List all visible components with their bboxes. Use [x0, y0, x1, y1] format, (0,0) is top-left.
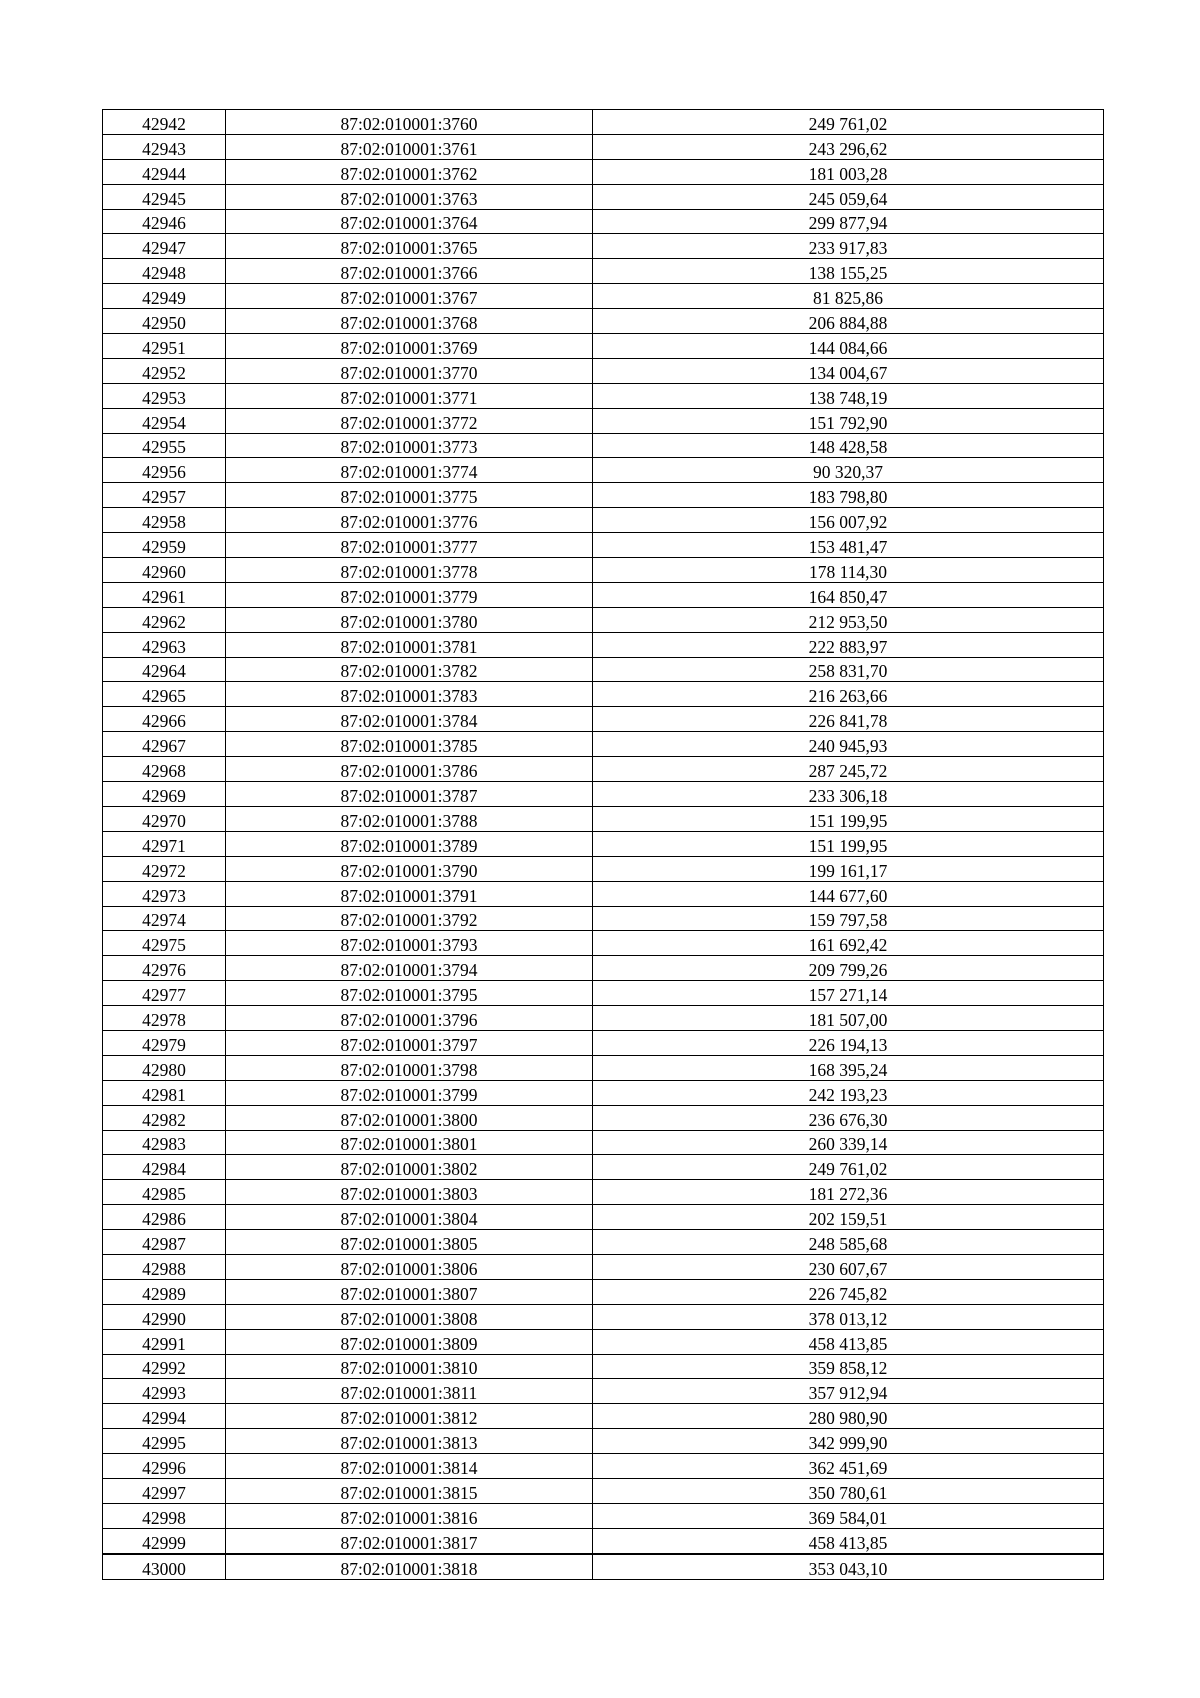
table-row [103, 1329, 1104, 1354]
row-number-cell: 42944 [103, 159, 226, 184]
row-number-cell: 42985 [103, 1180, 226, 1205]
table-row [103, 1528, 1104, 1553]
cadastral-number-cell: 87:02:010001:3772 [226, 408, 593, 433]
table-row [103, 284, 1104, 309]
value-cell: 138 748,19 [593, 383, 1104, 408]
value-cell: 164 850,47 [593, 582, 1104, 607]
table-row [103, 483, 1104, 508]
table-row [103, 1180, 1104, 1205]
cadastral-number-cell: 87:02:010001:3778 [226, 558, 593, 583]
row-number-cell: 42953 [103, 383, 226, 408]
value-cell: 226 841,78 [593, 707, 1104, 732]
row-number-cell: 42992 [103, 1354, 226, 1379]
table-row [103, 259, 1104, 284]
value-cell: 230 607,67 [593, 1254, 1104, 1279]
table-row [103, 1130, 1104, 1155]
value-cell: 299 877,94 [593, 209, 1104, 234]
cadastral-number-cell: 87:02:010001:3780 [226, 607, 593, 632]
row-number-cell: 42993 [103, 1379, 226, 1404]
row-number-cell: 42983 [103, 1130, 226, 1155]
table-row [103, 981, 1104, 1006]
row-number-cell: 42956 [103, 458, 226, 483]
cadastral-number-cell: 87:02:010001:3764 [226, 209, 593, 234]
value-cell: 458 413,85 [593, 1528, 1104, 1553]
row-number-cell: 42995 [103, 1429, 226, 1454]
table-row [103, 757, 1104, 782]
value-cell: 181 272,36 [593, 1180, 1104, 1205]
table-row [103, 184, 1104, 209]
value-cell: 359 858,12 [593, 1354, 1104, 1379]
cadastral-number-cell: 87:02:010001:3793 [226, 931, 593, 956]
table-row [103, 209, 1104, 234]
value-cell: 151 199,95 [593, 831, 1104, 856]
cadastral-number-cell: 87:02:010001:3761 [226, 134, 593, 159]
row-number-cell: 42974 [103, 906, 226, 931]
cadastral-number-cell: 87:02:010001:3769 [226, 334, 593, 359]
value-cell: 226 745,82 [593, 1279, 1104, 1304]
cadastral-number-cell: 87:02:010001:3813 [226, 1429, 593, 1454]
table-row [103, 1030, 1104, 1055]
value-cell: 183 798,80 [593, 483, 1104, 508]
row-number-cell: 42957 [103, 483, 226, 508]
value-cell: 216 263,66 [593, 682, 1104, 707]
table-row [103, 309, 1104, 334]
row-number-cell: 42966 [103, 707, 226, 732]
cadastral-number-cell: 87:02:010001:3807 [226, 1279, 593, 1304]
row-number-cell: 42987 [103, 1230, 226, 1255]
row-number-cell: 42963 [103, 632, 226, 657]
row-number-cell: 42973 [103, 881, 226, 906]
row-number-cell: 42979 [103, 1030, 226, 1055]
row-number-cell: 43000 [103, 1554, 226, 1579]
value-cell: 249 761,02 [593, 1155, 1104, 1180]
cadastral-number-cell: 87:02:010001:3775 [226, 483, 593, 508]
cadastral-number-cell: 87:02:010001:3794 [226, 956, 593, 981]
value-cell: 161 692,42 [593, 931, 1104, 956]
value-cell: 243 296,62 [593, 134, 1104, 159]
row-number-cell: 42961 [103, 582, 226, 607]
value-cell: 81 825,86 [593, 284, 1104, 309]
value-cell: 287 245,72 [593, 757, 1104, 782]
table-row [103, 1478, 1104, 1503]
value-cell: 181 507,00 [593, 1006, 1104, 1031]
table-row [103, 1454, 1104, 1479]
value-cell: 353 043,10 [593, 1554, 1104, 1579]
table-row [103, 1055, 1104, 1080]
table-row [103, 1379, 1104, 1404]
value-cell: 144 677,60 [593, 881, 1104, 906]
table-row [103, 1006, 1104, 1031]
cadastral-value-table [102, 109, 1104, 1580]
value-cell: 260 339,14 [593, 1130, 1104, 1155]
row-number-cell: 42971 [103, 831, 226, 856]
cadastral-number-cell: 87:02:010001:3816 [226, 1503, 593, 1528]
row-number-cell: 42949 [103, 284, 226, 309]
value-cell: 226 194,13 [593, 1030, 1104, 1055]
row-number-cell: 42950 [103, 309, 226, 334]
row-number-cell: 42988 [103, 1254, 226, 1279]
row-number-cell: 42942 [103, 110, 226, 135]
row-number-cell: 42960 [103, 558, 226, 583]
cadastral-number-cell: 87:02:010001:3799 [226, 1080, 593, 1105]
value-cell: 157 271,14 [593, 981, 1104, 1006]
value-cell: 159 797,58 [593, 906, 1104, 931]
table-row [103, 1105, 1104, 1130]
value-cell: 233 917,83 [593, 234, 1104, 259]
table-row [103, 1554, 1104, 1579]
row-number-cell: 42980 [103, 1055, 226, 1080]
table-row [103, 707, 1104, 732]
cadastral-number-cell: 87:02:010001:3810 [226, 1354, 593, 1379]
cadastral-number-cell: 87:02:010001:3796 [226, 1006, 593, 1031]
cadastral-number-cell: 87:02:010001:3785 [226, 732, 593, 757]
table-row [103, 806, 1104, 831]
cadastral-number-cell: 87:02:010001:3789 [226, 831, 593, 856]
value-cell: 134 004,67 [593, 358, 1104, 383]
row-number-cell: 42976 [103, 956, 226, 981]
table-row [103, 558, 1104, 583]
table-row [103, 1155, 1104, 1180]
value-cell: 240 945,93 [593, 732, 1104, 757]
table-row [103, 607, 1104, 632]
cadastral-number-cell: 87:02:010001:3774 [226, 458, 593, 483]
cadastral-number-cell: 87:02:010001:3784 [226, 707, 593, 732]
cadastral-number-cell: 87:02:010001:3782 [226, 657, 593, 682]
row-number-cell: 42978 [103, 1006, 226, 1031]
row-number-cell: 42999 [103, 1528, 226, 1553]
cadastral-number-cell: 87:02:010001:3795 [226, 981, 593, 1006]
table-row [103, 1503, 1104, 1528]
value-cell: 209 799,26 [593, 956, 1104, 981]
value-cell: 369 584,01 [593, 1503, 1104, 1528]
cadastral-number-cell: 87:02:010001:3811 [226, 1379, 593, 1404]
cadastral-number-cell: 87:02:010001:3814 [226, 1454, 593, 1479]
row-number-cell: 42947 [103, 234, 226, 259]
table-row [103, 1080, 1104, 1105]
row-number-cell: 42945 [103, 184, 226, 209]
cadastral-number-cell: 87:02:010001:3809 [226, 1329, 593, 1354]
cadastral-number-cell: 87:02:010001:3783 [226, 682, 593, 707]
cadastral-number-cell: 87:02:010001:3800 [226, 1105, 593, 1130]
table-row [103, 931, 1104, 956]
table-row [103, 1354, 1104, 1379]
cadastral-number-cell: 87:02:010001:3792 [226, 906, 593, 931]
cadastral-number-cell: 87:02:010001:3788 [226, 806, 593, 831]
row-number-cell: 42943 [103, 134, 226, 159]
cadastral-number-cell: 87:02:010001:3787 [226, 782, 593, 807]
row-number-cell: 42975 [103, 931, 226, 956]
cadastral-number-cell: 87:02:010001:3797 [226, 1030, 593, 1055]
table-row [103, 383, 1104, 408]
cadastral-number-cell: 87:02:010001:3802 [226, 1155, 593, 1180]
table-row [103, 732, 1104, 757]
table-row [103, 159, 1104, 184]
value-cell: 199 161,17 [593, 856, 1104, 881]
cadastral-number-cell: 87:02:010001:3791 [226, 881, 593, 906]
value-cell: 144 084,66 [593, 334, 1104, 359]
table-row [103, 234, 1104, 259]
value-cell: 342 999,90 [593, 1429, 1104, 1454]
table-row [103, 508, 1104, 533]
value-cell: 378 013,12 [593, 1304, 1104, 1329]
value-cell: 236 676,30 [593, 1105, 1104, 1130]
row-number-cell: 42967 [103, 732, 226, 757]
row-number-cell: 42994 [103, 1404, 226, 1429]
value-cell: 90 320,37 [593, 458, 1104, 483]
table-row [103, 881, 1104, 906]
row-number-cell: 42962 [103, 607, 226, 632]
row-number-cell: 42998 [103, 1503, 226, 1528]
value-cell: 168 395,24 [593, 1055, 1104, 1080]
table-row [103, 458, 1104, 483]
table-row [103, 1429, 1104, 1454]
cadastral-number-cell: 87:02:010001:3768 [226, 309, 593, 334]
table-row [103, 657, 1104, 682]
table-row [103, 582, 1104, 607]
table-row [103, 334, 1104, 359]
table-row [103, 1230, 1104, 1255]
value-cell: 156 007,92 [593, 508, 1104, 533]
table-row [103, 1279, 1104, 1304]
table-row [103, 533, 1104, 558]
value-cell: 138 155,25 [593, 259, 1104, 284]
row-number-cell: 42954 [103, 408, 226, 433]
value-cell: 258 831,70 [593, 657, 1104, 682]
table-row [103, 433, 1104, 458]
row-number-cell: 42972 [103, 856, 226, 881]
row-number-cell: 42946 [103, 209, 226, 234]
value-cell: 242 193,23 [593, 1080, 1104, 1105]
value-cell: 362 451,69 [593, 1454, 1104, 1479]
row-number-cell: 42964 [103, 657, 226, 682]
value-cell: 153 481,47 [593, 533, 1104, 558]
cadastral-number-cell: 87:02:010001:3777 [226, 533, 593, 558]
cadastral-number-cell: 87:02:010001:3773 [226, 433, 593, 458]
value-cell: 148 428,58 [593, 433, 1104, 458]
cadastral-number-cell: 87:02:010001:3803 [226, 1180, 593, 1205]
row-number-cell: 42984 [103, 1155, 226, 1180]
row-number-cell: 42982 [103, 1105, 226, 1130]
cadastral-number-cell: 87:02:010001:3815 [226, 1478, 593, 1503]
table-row [103, 906, 1104, 931]
cadastral-number-cell: 87:02:010001:3766 [226, 259, 593, 284]
row-number-cell: 42948 [103, 259, 226, 284]
row-number-cell: 42989 [103, 1279, 226, 1304]
value-cell: 249 761,02 [593, 110, 1104, 135]
table-row [103, 956, 1104, 981]
table-row [103, 408, 1104, 433]
cadastral-number-cell: 87:02:010001:3805 [226, 1230, 593, 1255]
value-cell: 151 792,90 [593, 408, 1104, 433]
cadastral-number-cell: 87:02:010001:3762 [226, 159, 593, 184]
value-cell: 222 883,97 [593, 632, 1104, 657]
table-body [103, 110, 1104, 1580]
cadastral-number-cell: 87:02:010001:3801 [226, 1130, 593, 1155]
cadastral-number-cell: 87:02:010001:3776 [226, 508, 593, 533]
row-number-cell: 42986 [103, 1205, 226, 1230]
table-row [103, 782, 1104, 807]
value-cell: 178 114,30 [593, 558, 1104, 583]
value-cell: 212 953,50 [593, 607, 1104, 632]
value-cell: 181 003,28 [593, 159, 1104, 184]
row-number-cell: 42977 [103, 981, 226, 1006]
row-number-cell: 42996 [103, 1454, 226, 1479]
table-row [103, 1304, 1104, 1329]
value-cell: 357 912,94 [593, 1379, 1104, 1404]
row-number-cell: 42951 [103, 334, 226, 359]
row-number-cell: 42969 [103, 782, 226, 807]
table-row [103, 856, 1104, 881]
row-number-cell: 42965 [103, 682, 226, 707]
row-number-cell: 42981 [103, 1080, 226, 1105]
row-number-cell: 42952 [103, 358, 226, 383]
row-number-cell: 42959 [103, 533, 226, 558]
cadastral-number-cell: 87:02:010001:3812 [226, 1404, 593, 1429]
cadastral-number-cell: 87:02:010001:3798 [226, 1055, 593, 1080]
cadastral-number-cell: 87:02:010001:3806 [226, 1254, 593, 1279]
row-number-cell: 42990 [103, 1304, 226, 1329]
row-number-cell: 42970 [103, 806, 226, 831]
cadastral-number-cell: 87:02:010001:3763 [226, 184, 593, 209]
table-row [103, 358, 1104, 383]
value-cell: 206 884,88 [593, 309, 1104, 334]
cadastral-number-cell: 87:02:010001:3765 [226, 234, 593, 259]
cadastral-number-cell: 87:02:010001:3767 [226, 284, 593, 309]
row-number-cell: 42997 [103, 1478, 226, 1503]
value-cell: 245 059,64 [593, 184, 1104, 209]
cadastral-number-cell: 87:02:010001:3808 [226, 1304, 593, 1329]
table-row [103, 1205, 1104, 1230]
table-row [103, 134, 1104, 159]
value-cell: 151 199,95 [593, 806, 1104, 831]
value-cell: 458 413,85 [593, 1329, 1104, 1354]
row-number-cell: 42955 [103, 433, 226, 458]
value-cell: 350 780,61 [593, 1478, 1104, 1503]
value-cell: 233 306,18 [593, 782, 1104, 807]
cadastral-number-cell: 87:02:010001:3817 [226, 1528, 593, 1553]
cadastral-number-cell: 87:02:010001:3804 [226, 1205, 593, 1230]
cadastral-number-cell: 87:02:010001:3818 [226, 1554, 593, 1579]
cadastral-number-cell: 87:02:010001:3779 [226, 582, 593, 607]
value-cell: 280 980,90 [593, 1404, 1104, 1429]
cadastral-number-cell: 87:02:010001:3771 [226, 383, 593, 408]
table-row [103, 1254, 1104, 1279]
cadastral-number-cell: 87:02:010001:3786 [226, 757, 593, 782]
table-row [103, 831, 1104, 856]
cadastral-number-cell: 87:02:010001:3790 [226, 856, 593, 881]
table-row [103, 110, 1104, 135]
cadastral-number-cell: 87:02:010001:3770 [226, 358, 593, 383]
cadastral-number-cell: 87:02:010001:3781 [226, 632, 593, 657]
table-row [103, 682, 1104, 707]
value-cell: 202 159,51 [593, 1205, 1104, 1230]
row-number-cell: 42968 [103, 757, 226, 782]
value-cell: 248 585,68 [593, 1230, 1104, 1255]
cadastral-number-cell: 87:02:010001:3760 [226, 110, 593, 135]
table-row [103, 1404, 1104, 1429]
row-number-cell: 42991 [103, 1329, 226, 1354]
row-number-cell: 42958 [103, 508, 226, 533]
table-row [103, 632, 1104, 657]
